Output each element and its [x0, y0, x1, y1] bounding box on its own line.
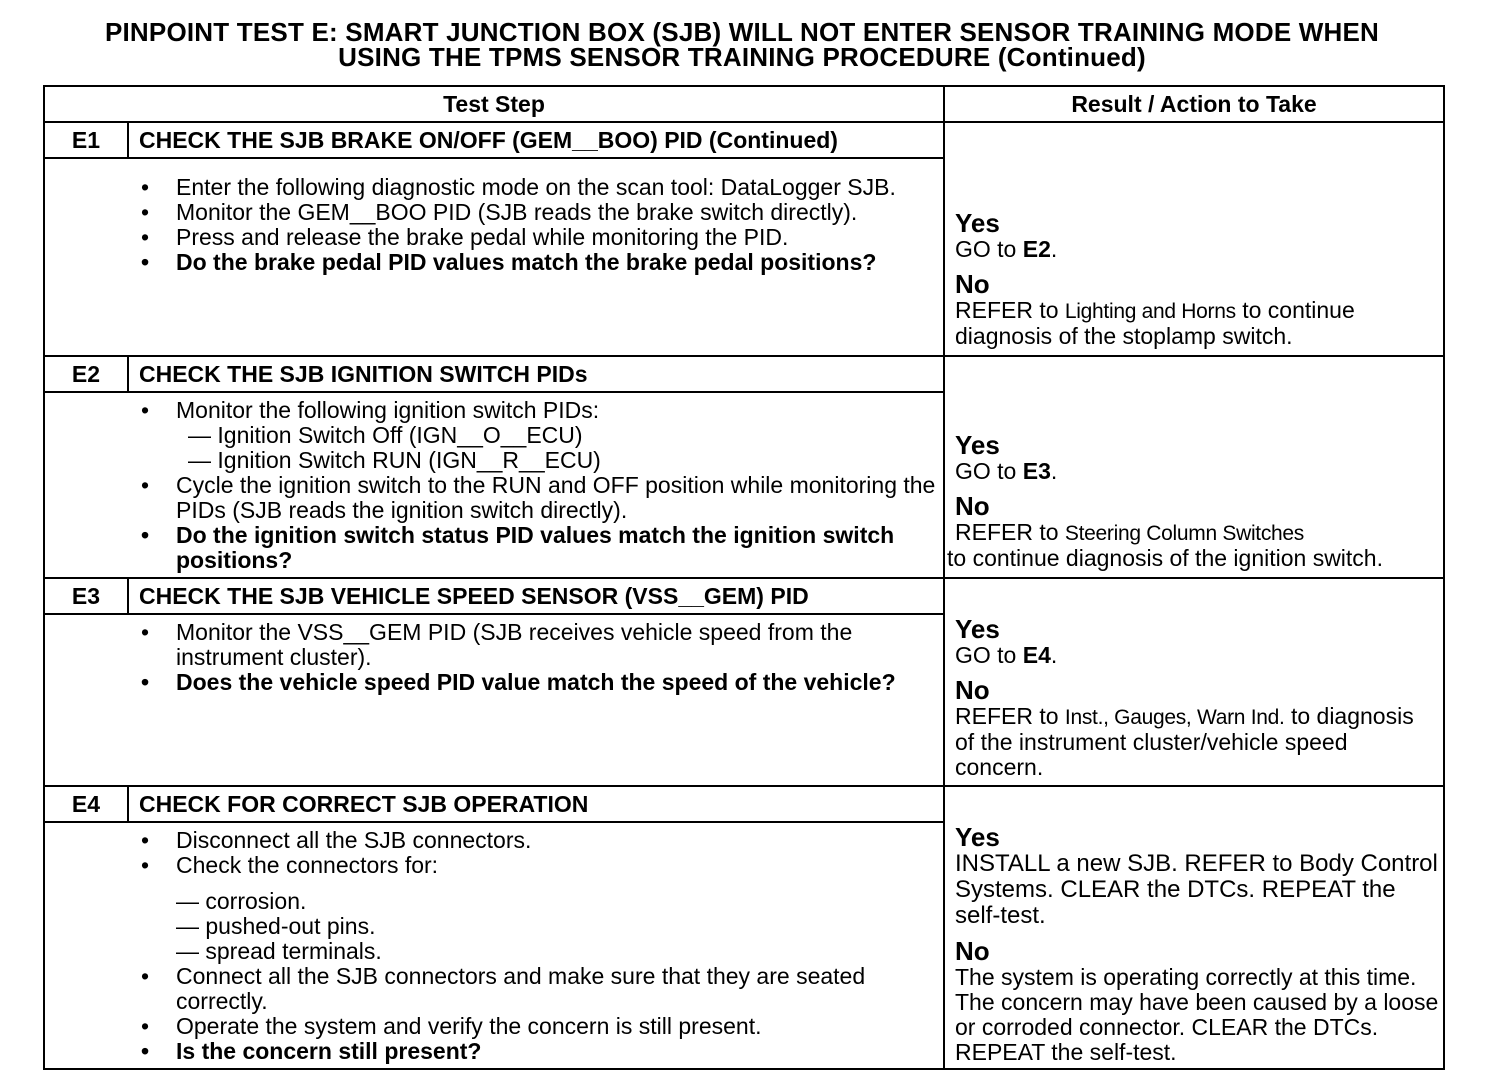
step-id-e4: E4 — [71, 791, 101, 817]
no-action: REFER to Lighting and Horns to continue diagnosis of the stoplamp switch. — [955, 297, 1355, 349]
sub-item: — pushed-out pins. — [176, 913, 376, 939]
result-e4 — [955, 823, 1439, 1073]
step-id-divider — [127, 579, 129, 614]
no-action: The system is operating correctly at this time. The concern may have been caused by a loose or corroded connector. CLEAR the DTCs. REPEAT the self-test. — [955, 964, 1439, 1065]
sub-item: — Ignition Switch Off (IGN__O__ECU) — [188, 422, 583, 448]
result-e2 — [947, 430, 1439, 579]
list-item: • Do the ignition switch status PID values match the ignition switch positions? — [141, 522, 895, 573]
sub-item: — corrosion. — [176, 888, 307, 914]
list-item: • Monitor the VSS__GEM PID (SJB receives vehicle speed from the instrument cluster). — [141, 619, 853, 670]
list-item: • Does the vehicle speed PID value match the speed of the vehicle? — [141, 669, 896, 695]
list-item: • Connect all the SJB connectors and make sure that they are seated correctly. — [141, 963, 866, 1014]
row-divider — [45, 821, 943, 823]
yes-action: INSTALL a new SJB. REFER to Body Control Systems. CLEAR the DTCs. REPEAT the self-test. — [955, 850, 1438, 929]
step-list-e2 — [137, 398, 937, 573]
list-item: • Cycle the ignition switch to the RUN and OFF position while monitoring the PIDs (SJB reads the ignition switch directly). — [141, 472, 936, 523]
step-id-divider — [127, 787, 129, 822]
result-e3 — [955, 615, 1439, 788]
sub-item: — spread terminals. — [176, 938, 382, 964]
page-title — [0, 17, 1484, 72]
step-list-e1 — [137, 175, 937, 275]
list-item: • Enter the following diagnostic mode on the scan tool: DataLogger SJB. — [141, 174, 896, 200]
step-id-e2: E2 — [71, 361, 101, 387]
step-list-e4 — [137, 828, 937, 1064]
row-divider — [45, 613, 943, 615]
no-action: REFER to Inst., Gauges, Warn Ind. to diagnosis of the instrument cluster/vehicle speed concern. — [955, 703, 1414, 780]
title-line-2: USING THE TPMS SENSOR TRAINING PROCEDURE (Continued) — [338, 42, 1146, 72]
yes-action: GO to E2. — [955, 236, 1058, 262]
list-item: • Do the brake pedal PID values match the brake pedal positions? — [141, 249, 877, 275]
yes-action: GO to E4. — [955, 642, 1058, 668]
list-item: • Operate the system and verify the concern is still present. — [141, 1013, 762, 1039]
header-test-step: Test Step — [45, 87, 943, 123]
step-title-e4: CHECK FOR CORRECT SJB OPERATION — [139, 791, 589, 817]
yes-action: GO to E3. — [955, 458, 1058, 484]
list-item: • Monitor the GEM__BOO PID (SJB reads the brake switch directly). — [141, 199, 858, 225]
no-action: REFER to Steering Column Switches to continue diagnosis of the ignition switch. — [947, 519, 1383, 571]
list-item: • Press and release the brake pedal while monitoring the PID. — [141, 224, 789, 250]
yes-label: Yes — [955, 208, 1000, 238]
header-result: Result / Action to Take — [945, 87, 1443, 123]
step-id-e3: E3 — [71, 583, 101, 609]
step-id-e1: E1 — [71, 127, 101, 153]
list-item: • Monitor the following ignition switch PIDs: — Ignition Switch Off (IGN__O__ECU) — Ignition Switch RUN (IGN__R__ECU) — [137, 398, 937, 473]
step-title-e2: CHECK THE SJB IGNITION SWITCH PIDs — [139, 361, 588, 387]
step-id-divider — [127, 123, 129, 158]
step-list-e3 — [137, 620, 937, 695]
title-line-1: PINPOINT TEST E: SMART JUNCTION BOX (SJB) WILL NOT ENTER SENSOR TRAINING MODE WHEN — [104, 17, 1380, 47]
yes-label: Yes — [955, 614, 1000, 644]
step-title-e1: CHECK THE SJB BRAKE ON/OFF (GEM__BOO) PID (Continued) — [139, 127, 838, 153]
list-item: • Check the connectors for: — corrosion. — pushed-out pins. — spread terminals. — [137, 853, 937, 964]
row-divider — [45, 157, 943, 159]
no-label: No — [955, 936, 990, 966]
list-item: • Disconnect all the SJB connectors. — [141, 827, 532, 853]
yes-label: Yes — [955, 430, 1000, 460]
pinpoint-test-table — [43, 85, 1445, 1070]
step-id-divider — [127, 357, 129, 392]
no-label: No — [955, 269, 990, 299]
row-divider — [45, 391, 943, 393]
result-e1 — [955, 209, 1439, 357]
step-title-e3: CHECK THE SJB VEHICLE SPEED SENSOR (VSS__GEM) PID — [139, 583, 809, 609]
sub-item: — Ignition Switch RUN (IGN__R__ECU) — [188, 447, 601, 473]
yes-label: Yes — [955, 822, 1000, 852]
no-label: No — [955, 675, 990, 705]
no-label: No — [955, 491, 990, 521]
list-item: • Is the concern still present? — [141, 1038, 482, 1064]
